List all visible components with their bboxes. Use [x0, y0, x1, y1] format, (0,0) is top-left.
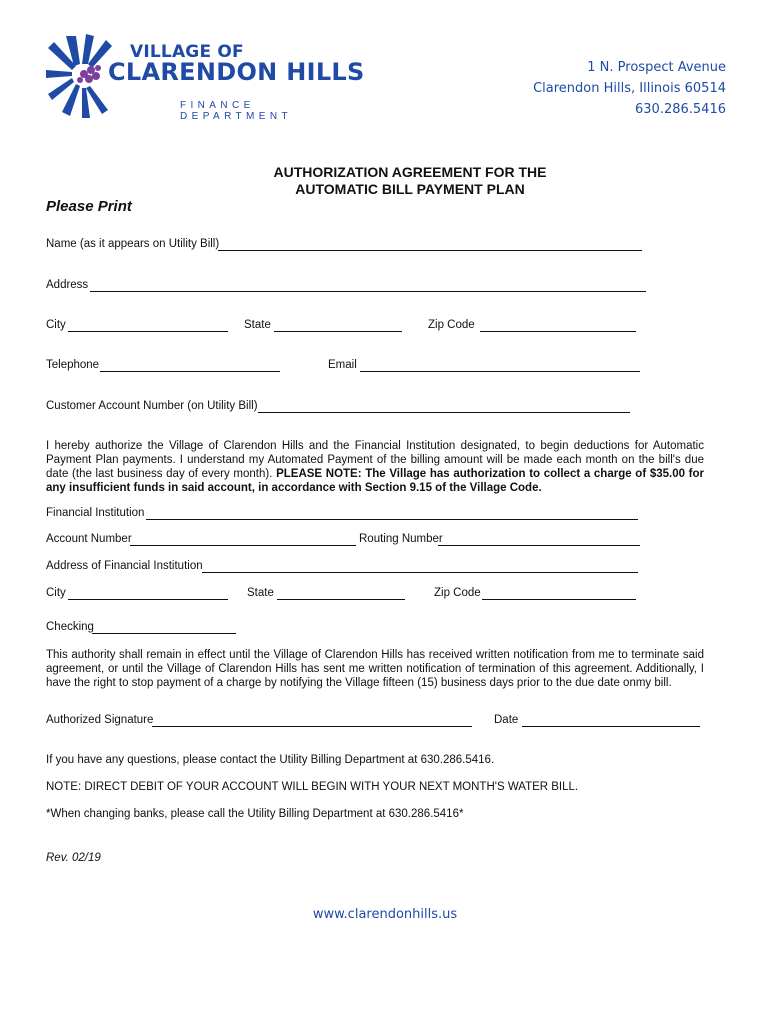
- routing-number-field[interactable]: [438, 545, 640, 546]
- state-label: State: [244, 319, 271, 331]
- bank-city-field[interactable]: [68, 599, 228, 600]
- bank-account-number-field[interactable]: [130, 545, 356, 546]
- date-label: Date: [494, 714, 519, 726]
- form-title-line-1: AUTHORIZATION AGREEMENT FOR THE: [273, 164, 547, 180]
- telephone-field[interactable]: [100, 371, 280, 372]
- form-title: [0, 164, 770, 198]
- logo-village-name: CLARENDON HILLS: [108, 58, 365, 86]
- bank-zip-label: Zip Code: [434, 587, 481, 599]
- logo-department: FINANCE DEPARTMENT: [180, 100, 292, 122]
- village-logo: [46, 34, 366, 120]
- date-field[interactable]: [522, 726, 700, 727]
- form-title-line-2: AUTOMATIC BILL PAYMENT PLAN: [295, 181, 525, 197]
- bank-state-label: State: [247, 587, 274, 599]
- bank-account-number-label: Account Number: [46, 533, 132, 545]
- termination-paragraph: This authority shall remain in effect until the Village of Clarendon Hills has received written notification from me to terminate said agreement, or until the Village of Clarendon Hills has sent me written notification of termination of this agreement. Additionally, I have the right to stop payment of a charge by notifying the Village fifteen (15) business days prior to the due date onmy bill.: [46, 649, 704, 689]
- authorization-paragraph: [46, 439, 704, 495]
- please-print-note: Please Print: [46, 198, 132, 215]
- email-label: Email: [328, 359, 357, 371]
- bank-address-label: Address of Financial Institution: [46, 560, 203, 572]
- address-street: 1 N. Prospect Avenue: [587, 60, 726, 75]
- village-address: [533, 57, 726, 120]
- website-link[interactable]: www.clarendonhills.us: [312, 907, 458, 922]
- questions-note: If you have any questions, please contact the Utility Billing Department at 630.286.5416.: [46, 754, 495, 766]
- bank-zip-field[interactable]: [482, 599, 636, 600]
- state-field[interactable]: [274, 331, 402, 332]
- direct-debit-note: NOTE: DIRECT DEBIT OF YOUR ACCOUNT WILL BEGIN WITH YOUR NEXT MONTH'S WATER BILL.: [46, 781, 579, 793]
- telephone-label: Telephone: [46, 359, 100, 371]
- email-field[interactable]: [360, 371, 640, 372]
- logo-village-of: VILLAGE OF: [130, 42, 244, 62]
- name-label: Name (as it appears on Utility Bill): [46, 238, 220, 250]
- bank-address-field[interactable]: [202, 572, 638, 573]
- financial-institution-label: Financial Institution: [46, 507, 145, 519]
- account-number-label: Customer Account Number (on Utility Bill): [46, 400, 258, 412]
- revision-label: Rev. 02/19: [46, 852, 101, 864]
- financial-institution-field[interactable]: [146, 519, 638, 520]
- address-city: Clarendon Hills, Illinois 60514: [533, 81, 726, 96]
- bank-city-label: City: [46, 587, 66, 599]
- account-number-field[interactable]: [258, 412, 630, 413]
- zip-label: Zip Code: [428, 319, 475, 331]
- zip-field[interactable]: [480, 331, 636, 332]
- checking-field[interactable]: [92, 633, 236, 634]
- signature-label: Authorized Signature: [46, 714, 154, 726]
- authorization-text: I hereby authorize the Village of Clarendon Hills and the Financial Institution designated, to begin deductions for Automatic Payment Plan payments. I understand my Automated Payment of the billing amount will be made each month on the bill's due date (the last business day of every month).: [46, 440, 704, 480]
- bank-state-field[interactable]: [277, 599, 405, 600]
- checking-label: Checking: [46, 621, 94, 633]
- city-label: City: [46, 319, 66, 331]
- changing-banks-note: *When changing banks, please call the Utility Billing Department at 630.286.5416*: [46, 808, 464, 820]
- name-field[interactable]: [218, 250, 642, 251]
- authorization-note: PLEASE NOTE: The Village has authorization to collect a charge of $35.00 for any insufficient funds in said account, in accordance with Section 9.15 of the Village Code.: [46, 468, 704, 494]
- routing-number-label: Routing Number: [359, 533, 443, 545]
- address-field[interactable]: [90, 291, 646, 292]
- signature-field[interactable]: [152, 726, 472, 727]
- city-field[interactable]: [68, 331, 228, 332]
- address-label: Address: [46, 279, 89, 291]
- address-phone: 630.286.5416: [635, 102, 726, 117]
